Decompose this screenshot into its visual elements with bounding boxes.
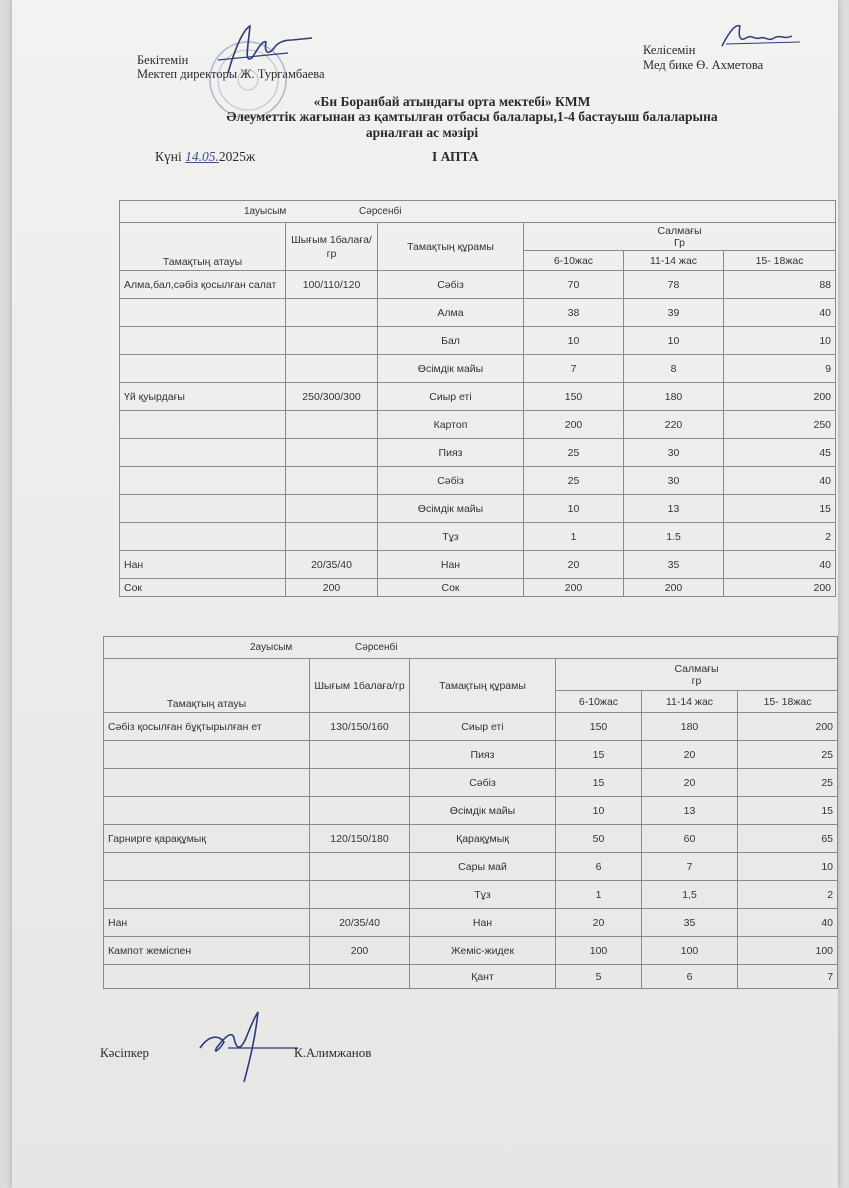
ingredient-cell: Картоп xyxy=(378,411,524,439)
table-row xyxy=(120,467,836,495)
table-row xyxy=(120,355,836,383)
ingredient-cell: Нан xyxy=(378,551,524,579)
age-11-14-header-2: 11-14 жас xyxy=(642,691,738,713)
weight-11-14-cell: 100 xyxy=(642,937,738,965)
weight-6-10-cell: 6 xyxy=(556,853,642,881)
ingredient-cell: Тұз xyxy=(410,881,556,909)
weight-6-10-cell: 10 xyxy=(524,327,624,355)
weight-11-14-cell: 8 xyxy=(624,355,724,383)
col-composition-header-2: Тамақтың құрамы xyxy=(410,659,556,713)
weight-11-14-cell: 200 xyxy=(624,579,724,597)
weight-15-18-cell: 15 xyxy=(738,797,838,825)
nurse-name: Мед бике Ө. Ахметова xyxy=(643,58,764,72)
col-dish-header: Тамақтың атауы xyxy=(120,223,286,271)
col-output-header-2: Шығым 1балаға/гр xyxy=(310,659,410,713)
dish-cell: Кампот жемiспен xyxy=(104,937,310,965)
weight-11-14-cell: 20 xyxy=(642,741,738,769)
col-weight-header-2: Салмағы гр xyxy=(556,659,838,691)
age-11-14-header: 11-14 жас xyxy=(624,251,724,271)
date-handwritten: 14.05. xyxy=(185,149,219,164)
table-row xyxy=(104,741,838,769)
weight-15-18-cell: 2 xyxy=(738,881,838,909)
weight-6-10-cell: 7 xyxy=(524,355,624,383)
weight-6-10-cell: 150 xyxy=(524,383,624,411)
col-weight-header: Салмағы Гр xyxy=(524,223,836,251)
weight-11-14-cell: 180 xyxy=(624,383,724,411)
weight-11-14-cell: 35 xyxy=(624,551,724,579)
weight-15-18-cell: 25 xyxy=(738,741,838,769)
output-cell: 20/35/40 xyxy=(286,551,378,579)
weight-11-14-cell: 10 xyxy=(624,327,724,355)
dish-cell xyxy=(120,411,286,439)
output-cell: 20/35/40 xyxy=(310,909,410,937)
output-cell xyxy=(310,881,410,909)
dish-cell xyxy=(120,467,286,495)
dish-cell xyxy=(120,327,286,355)
dish-cell xyxy=(120,523,286,551)
director-signature xyxy=(208,18,318,78)
col-composition-header: Тамақтың құрамы xyxy=(378,223,524,271)
table-row xyxy=(120,439,836,467)
weight-15-18-cell: 7 xyxy=(738,965,838,989)
dish-cell xyxy=(120,439,286,467)
ingredient-cell: Бал xyxy=(378,327,524,355)
menu-title-line2: арналған ас мәзірі xyxy=(365,125,479,140)
weight-15-18-cell: 250 xyxy=(724,411,836,439)
table-row xyxy=(120,579,836,597)
table-row xyxy=(104,853,838,881)
shift2-table xyxy=(103,636,838,989)
output-cell: 120/150/180 xyxy=(310,825,410,853)
dish-cell xyxy=(104,853,310,881)
entrepreneur-label: Кәсіпкер xyxy=(100,1045,150,1060)
output-cell xyxy=(286,411,378,439)
weight-11-14-cell: 30 xyxy=(624,439,724,467)
output-cell xyxy=(286,523,378,551)
shift1-day: Сәрсенбі xyxy=(359,206,402,217)
weight-15-18-cell: 40 xyxy=(724,551,836,579)
weight-15-18-cell: 200 xyxy=(724,579,836,597)
director-name: Мектеп директоры Ж. Тургамбаева xyxy=(137,67,325,81)
weight-6-10-cell: 200 xyxy=(524,579,624,597)
dish-cell xyxy=(120,355,286,383)
shift1-table xyxy=(119,200,836,597)
approve-label: Бекітемін xyxy=(137,53,189,67)
ingredient-cell: Сиыр еті xyxy=(410,713,556,741)
weight-6-10-cell: 15 xyxy=(556,769,642,797)
ingredient-cell: Сәбіз xyxy=(410,769,556,797)
table-row xyxy=(104,769,838,797)
menu-title-line1: Әлеуметтік жағынан аз қамтылған отбасы балалары,1-4 бастауыш балаларына xyxy=(226,109,718,124)
output-cell xyxy=(286,327,378,355)
ingredient-cell: Пияз xyxy=(410,741,556,769)
table-row xyxy=(120,411,836,439)
weight-15-18-cell: 40 xyxy=(724,299,836,327)
weight-11-14-cell: 1,5 xyxy=(642,881,738,909)
weight-15-18-cell: 10 xyxy=(738,853,838,881)
weight-6-10-cell: 10 xyxy=(556,797,642,825)
weight-11-14-cell: 35 xyxy=(642,909,738,937)
entrepreneur-signature xyxy=(188,1008,308,1088)
weight-6-10-cell: 1 xyxy=(524,523,624,551)
ingredient-cell: Нан xyxy=(410,909,556,937)
weight-15-18-cell: 9 xyxy=(724,355,836,383)
table-row xyxy=(120,523,836,551)
weight-6-10-cell: 25 xyxy=(524,467,624,495)
output-cell: 250/300/300 xyxy=(286,383,378,411)
weight-6-10-cell: 20 xyxy=(556,909,642,937)
dish-cell xyxy=(104,797,310,825)
agree-label: Келісемін xyxy=(643,43,696,57)
shift2-heading-row xyxy=(104,637,838,659)
output-cell xyxy=(310,741,410,769)
weight-6-10-cell: 1 xyxy=(556,881,642,909)
ingredient-cell: Өсімдік майы xyxy=(410,797,556,825)
entrepreneur-name: К.Алимжанов xyxy=(294,1045,372,1060)
weight-11-14-cell: 7 xyxy=(642,853,738,881)
weight-15-18-cell: 45 xyxy=(724,439,836,467)
weight-11-14-cell: 78 xyxy=(624,271,724,299)
output-cell xyxy=(310,965,410,989)
ingredient-cell: Тұз xyxy=(378,523,524,551)
dish-cell xyxy=(104,965,310,989)
ingredient-cell: Қарақұмық xyxy=(410,825,556,853)
nurse-signature xyxy=(714,20,804,52)
weight-15-18-cell: 65 xyxy=(738,825,838,853)
output-cell xyxy=(286,495,378,523)
col-output-header: Шығым 1балаға/гр xyxy=(286,223,378,271)
weight-15-18-cell: 2 xyxy=(724,523,836,551)
weight-6-10-cell: 15 xyxy=(556,741,642,769)
document-page xyxy=(12,0,838,1188)
weight-15-18-cell: 15 xyxy=(724,495,836,523)
weight-6-10-cell: 25 xyxy=(524,439,624,467)
weight-11-14-cell: 20 xyxy=(642,769,738,797)
weight-6-10-cell: 70 xyxy=(524,271,624,299)
age-6-10-header: 6-10жас xyxy=(524,251,624,271)
dish-cell xyxy=(104,741,310,769)
dish-cell: Үй қуырдағы xyxy=(120,383,286,411)
age-15-18-header: 15- 18жас xyxy=(724,251,836,271)
table-row xyxy=(120,327,836,355)
week-label: І АПТА xyxy=(432,149,479,164)
weight-11-14-cell: 180 xyxy=(642,713,738,741)
weight-11-14-cell: 13 xyxy=(624,495,724,523)
ingredient-cell: Қант xyxy=(410,965,556,989)
shift1-heading-row xyxy=(120,201,836,223)
dish-cell: Алма,бал,сәбіз қосылған салат xyxy=(120,271,286,299)
school-name: «Бн Боранбай атындағы орта мектебі» КММ xyxy=(313,94,591,109)
table-row xyxy=(120,551,836,579)
weight-11-14-cell: 39 xyxy=(624,299,724,327)
dish-cell xyxy=(120,299,286,327)
table-row xyxy=(120,271,836,299)
weight-6-10-cell: 10 xyxy=(524,495,624,523)
ingredient-cell: Жеміс-жидек xyxy=(410,937,556,965)
dish-cell: Сок xyxy=(120,579,286,597)
output-cell: 100/110/120 xyxy=(286,271,378,299)
menu-date: Күні 14.05.2025ж xyxy=(155,149,256,164)
weight-15-18-cell: 88 xyxy=(724,271,836,299)
table-row xyxy=(120,495,836,523)
weight-11-14-cell: 30 xyxy=(624,467,724,495)
table-row xyxy=(104,965,838,989)
ingredient-cell: Сәбіз xyxy=(378,271,524,299)
age-6-10-header-2: 6-10жас xyxy=(556,691,642,713)
ingredient-cell: Сок xyxy=(378,579,524,597)
table-row xyxy=(104,713,838,741)
ingredient-cell: Сары май xyxy=(410,853,556,881)
table-row xyxy=(104,937,838,965)
weight-15-18-cell: 200 xyxy=(738,713,838,741)
table-row xyxy=(104,881,838,909)
weight-6-10-cell: 50 xyxy=(556,825,642,853)
ingredient-cell: Сәбіз xyxy=(378,467,524,495)
table-row xyxy=(104,909,838,937)
output-cell xyxy=(310,797,410,825)
output-cell xyxy=(286,299,378,327)
col-dish-header-2: Тамақтың атауы xyxy=(104,659,310,713)
output-cell xyxy=(310,853,410,881)
shift1-label: 1ауысым xyxy=(244,206,287,217)
dish-cell: Нан xyxy=(104,909,310,937)
weight-6-10-cell: 150 xyxy=(556,713,642,741)
output-cell xyxy=(286,355,378,383)
weight-15-18-cell: 200 xyxy=(724,383,836,411)
output-cell xyxy=(286,467,378,495)
table-row xyxy=(104,797,838,825)
output-cell xyxy=(286,439,378,467)
ingredient-cell: Өсімдік майы xyxy=(378,495,524,523)
weight-6-10-cell: 38 xyxy=(524,299,624,327)
weight-15-18-cell: 40 xyxy=(724,467,836,495)
ingredient-cell: Өсімдік майы xyxy=(378,355,524,383)
weight-6-10-cell: 20 xyxy=(524,551,624,579)
weight-11-14-cell: 60 xyxy=(642,825,738,853)
ingredient-cell: Алма xyxy=(378,299,524,327)
dish-cell: Гарнирге қарақұмық xyxy=(104,825,310,853)
table-row xyxy=(120,299,836,327)
dish-cell xyxy=(104,769,310,797)
weight-15-18-cell: 100 xyxy=(738,937,838,965)
shift2-day: Сәрсенбі xyxy=(355,642,398,653)
output-cell: 200 xyxy=(310,937,410,965)
shift2-label: 2ауысым xyxy=(250,642,293,653)
weight-11-14-cell: 13 xyxy=(642,797,738,825)
dish-cell xyxy=(104,881,310,909)
weight-11-14-cell: 1.5 xyxy=(624,523,724,551)
dish-cell: Нан xyxy=(120,551,286,579)
table-row xyxy=(104,825,838,853)
table-row xyxy=(120,383,836,411)
dish-cell: Сәбіз қосылған бұқтырылған ет xyxy=(104,713,310,741)
dish-cell xyxy=(120,495,286,523)
age-15-18-header-2: 15- 18жас xyxy=(738,691,838,713)
weight-15-18-cell: 25 xyxy=(738,769,838,797)
output-cell xyxy=(310,769,410,797)
weight-11-14-cell: 220 xyxy=(624,411,724,439)
ingredient-cell: Сиыр еті xyxy=(378,383,524,411)
weight-15-18-cell: 40 xyxy=(738,909,838,937)
weight-11-14-cell: 6 xyxy=(642,965,738,989)
weight-6-10-cell: 5 xyxy=(556,965,642,989)
ingredient-cell: Пияз xyxy=(378,439,524,467)
output-cell: 130/150/160 xyxy=(310,713,410,741)
output-cell: 200 xyxy=(286,579,378,597)
weight-6-10-cell: 200 xyxy=(524,411,624,439)
weight-6-10-cell: 100 xyxy=(556,937,642,965)
weight-15-18-cell: 10 xyxy=(724,327,836,355)
